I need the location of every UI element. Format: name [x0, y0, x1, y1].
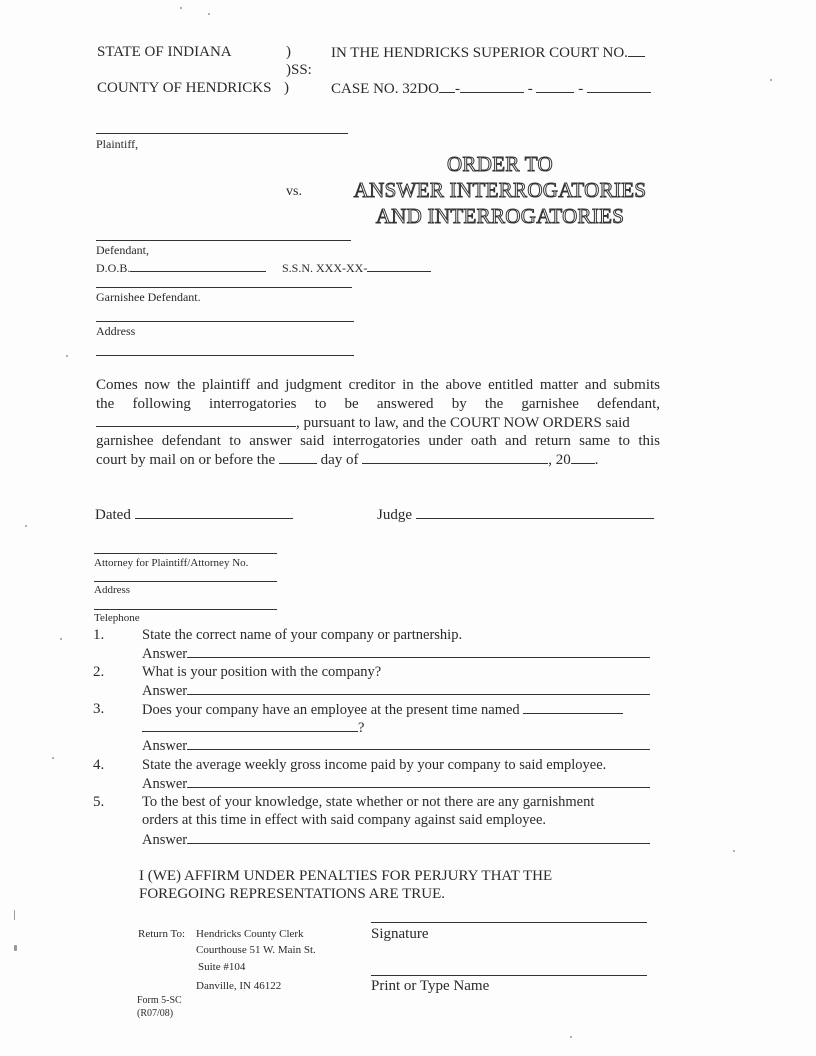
return-to-line-1: Hendricks County Clerk — [196, 928, 304, 940]
court-name: IN THE HENDRICKS SUPERIOR COURT NO. — [331, 44, 645, 62]
ssn-field: S.S.N. XXX-XX- — [282, 259, 431, 276]
scan-speck — [733, 850, 735, 852]
order-line-5: court by mail on or before the day of , 20 . — [96, 452, 599, 469]
state-label: STATE OF INDIANA — [97, 44, 232, 60]
order-line-1: Comes now the plaintiff and judgment creditor in the above entitled matter and submits — [96, 377, 660, 393]
telephone-label: Telephone — [94, 612, 140, 624]
garnishee-line[interactable] — [96, 287, 352, 288]
return-to-line-2: Courthouse 51 W. Main St. — [196, 944, 316, 956]
question-number: 4. — [93, 757, 105, 773]
question-text: State the correct name of your company or partnership. — [142, 627, 463, 643]
scan-speck — [208, 13, 210, 15]
dated-field: Dated — [95, 506, 293, 524]
question-number: 1. — [93, 627, 105, 643]
title-line-1: ORDER TO — [446, 152, 554, 176]
answer-field: Answer — [142, 645, 650, 663]
attorney-label: Attorney for Plaintiff/Attorney No. — [94, 557, 249, 569]
question-number: 3. — [93, 701, 105, 717]
scan-speck — [66, 355, 68, 357]
address-line[interactable] — [96, 355, 354, 356]
answer-field: Answer — [142, 775, 650, 793]
title-line-2: ANSWER INTERROGATORIES — [353, 178, 647, 202]
signature-label: Signature — [371, 926, 429, 942]
dob-field: D.O.B. — [96, 259, 266, 276]
question-number: 2. — [93, 664, 105, 680]
return-to-label: Return To: — [138, 928, 185, 940]
scan-speck — [14, 945, 17, 951]
garnishee-label: Garnishee Defendant. — [96, 290, 201, 304]
telephone-line[interactable] — [94, 609, 277, 610]
answer-field: Answer — [142, 737, 650, 755]
defendant-label: Defendant, — [96, 243, 149, 257]
question-text: What is your position with the company? — [142, 664, 382, 680]
caption-paren: ) — [284, 80, 289, 96]
question-text: Does your company have an employee at the present time named — [142, 701, 623, 719]
order-line-2: the following interrogatories to be answered by the garnishee defendant, — [96, 395, 660, 412]
vs-label: vs. — [286, 184, 302, 199]
signature-line[interactable] — [371, 922, 647, 923]
judge-field: Judge — [377, 506, 654, 524]
answer-field: Answer — [142, 682, 650, 700]
caption-paren: ) — [286, 44, 291, 60]
question-text-continued: orders at this time in effect with said company against said employee. — [142, 812, 547, 828]
employee-name-field: ? — [142, 719, 364, 737]
scan-speck — [14, 910, 15, 920]
question-text: State the average weekly gross income paid by your company to said employee. — [142, 757, 607, 773]
scan-speck — [60, 638, 62, 640]
county-label: COUNTY OF HENDRICKS — [97, 80, 272, 96]
scan-speck — [52, 757, 54, 759]
attorney-line[interactable] — [94, 553, 277, 554]
order-paragraph — [96, 376, 660, 470]
question-text: To the best of your knowledge, state whether or not there are any garnishment — [142, 794, 595, 810]
scan-speck — [180, 7, 182, 9]
plaintiff-label: Plaintiff, — [96, 137, 139, 151]
print-name-line[interactable] — [371, 975, 647, 976]
return-to-line-3: Suite #104 — [198, 961, 246, 973]
question-number: 5. — [93, 794, 105, 810]
return-to-line-4: Danville, IN 46122 — [196, 980, 282, 992]
garnishee-name-line[interactable] — [96, 321, 354, 322]
form-revision: (R07/08) — [137, 1008, 174, 1019]
order-line-4: garnishee defendant to answer said interrogatories under oath and return same to this — [96, 433, 660, 450]
ss-label: )SS: — [286, 62, 312, 78]
answer-field: Answer — [142, 831, 650, 849]
attorney-address-line[interactable] — [94, 581, 277, 582]
title-line-3: AND INTERROGATORIES — [375, 204, 625, 228]
affirmation-line-2: FOREGOING REPRESENTATIONS ARE TRUE. — [139, 886, 446, 902]
order-line-3: , pursuant to law, and the COURT NOW ORDERS said — [96, 414, 660, 433]
scan-speck — [770, 79, 772, 81]
address-label: Address — [96, 324, 136, 338]
case-number: CASE NO. 32DO - - - — [331, 80, 651, 98]
attorney-address-label: Address — [94, 584, 131, 596]
print-name-label: Print or Type Name — [371, 978, 490, 994]
form-number: Form 5-SC — [137, 995, 182, 1006]
scan-speck — [25, 525, 27, 527]
affirmation-line-1: I (WE) AFFIRM UNDER PENALTIES FOR PERJURY THAT THE — [139, 868, 553, 884]
scan-speck — [570, 1036, 572, 1038]
plaintiff-line[interactable] — [96, 133, 348, 134]
defendant-line[interactable] — [96, 240, 351, 241]
